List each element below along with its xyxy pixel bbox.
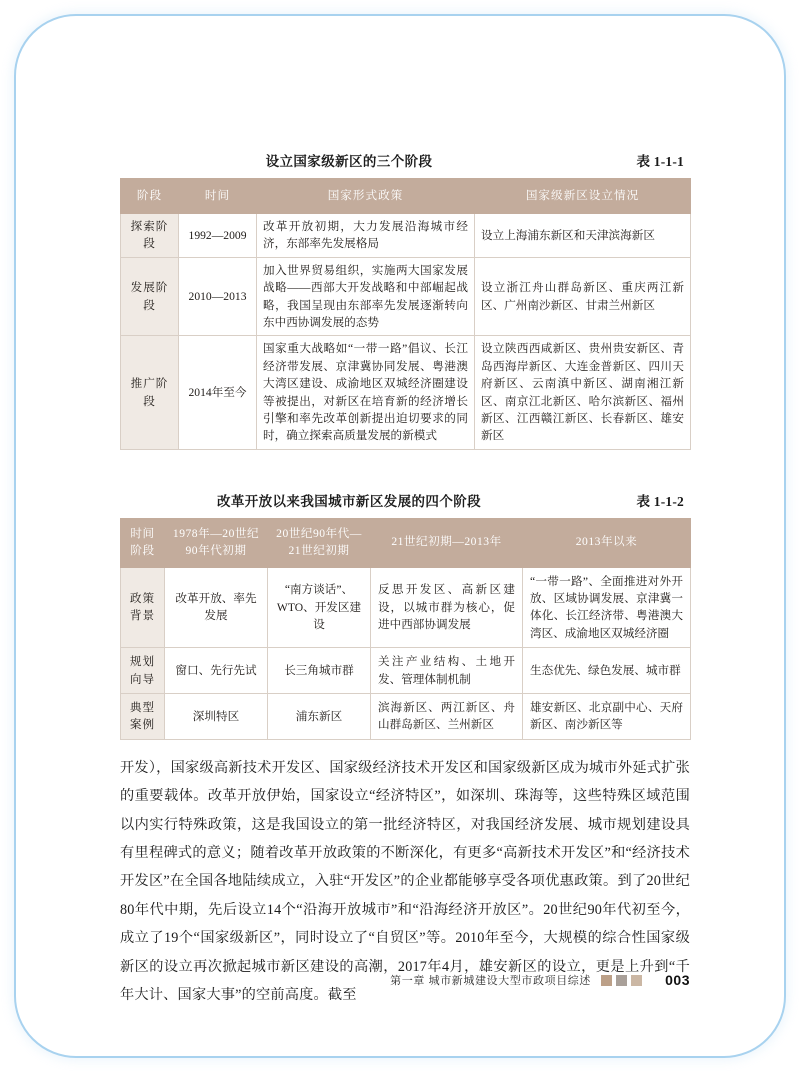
- table2-cell: 生态优先、绿色发展、城市群: [523, 648, 691, 694]
- table1-cell-time: 2014年至今: [179, 336, 257, 449]
- table-row: [121, 214, 691, 258]
- table1-cell-stage: 发展阶段: [121, 257, 179, 336]
- table2-header-period3: 21世纪初期—2013年: [371, 518, 523, 567]
- table1-caption: [120, 150, 690, 174]
- table2-cell: 浦东新区: [268, 694, 371, 740]
- table2-cell: 关注产业结构、土地开发、管理体制机制: [371, 648, 523, 694]
- table-row: [121, 336, 691, 449]
- table2-cell: “南方谈话”、WTO、开发区建设: [268, 567, 371, 648]
- table-row: [121, 567, 691, 648]
- table1-header-policy: 国家形式政策: [257, 179, 475, 214]
- table1-cell-stage: 探索阶段: [121, 214, 179, 258]
- table1-header-row: [121, 179, 691, 214]
- body-paragraph: 开发），国家级高新技术开发区、国家级经济技术开发区和国家级新区成为城市外延式扩张的重要载体。改革开放伊始，国家设立“经济特区”，如深圳、珠海等，这些特殊区域范围以内实行特殊政策，这是我国设立的第一批经济特区，对我国经济发展、城市规划建设具有里程碑式的意义；随着改革开放政策的不断深化，有更多“高新技术开发区”和“经济技术开发区”在全国各地陆续成立，入驻“开发区”的企业都能够享受各项优惠政策。到了20世纪80年代中期，先后设立14个“沿海开放城市”和“沿海经济开放区”。20世纪90年代初至今，成立了19个“国家级新区”，同时设立了“自贸区”等。2010年至今，大规模的综合性国家级新区的设立再次掀起城市新区建设的高潮，2017年4月，雄安新区的设立，更是上升到“千年大计、国家大事”的空前高度。截至: [120, 759, 690, 1004]
- table1-caption-title: 设立国家级新区的三个阶段: [265, 154, 433, 169]
- table2-cell: 滨海新区、两江新区、舟山群岛新区、兰州新区: [371, 694, 523, 740]
- table1-caption-number: 表 1-1-1: [636, 154, 684, 169]
- table2-cell: “一带一路”、全面推进对外开放、区域协调发展、京津冀一体化、长江经济带、粤港澳大湾区、成渝地区双城经济圈: [523, 567, 691, 648]
- table-gap-spacer: [120, 450, 690, 490]
- table-row: [121, 257, 691, 336]
- table-row: [121, 648, 691, 694]
- table1-cell-policy: 加入世界贸易组织，实施两大国家发展战略——西部大开发战略和中部崛起战略，我国呈现由东部率先发展逐渐转向东中西协调发展的态势: [257, 257, 475, 336]
- page-footer: [120, 968, 690, 992]
- table2-cell: 深圳特区: [165, 694, 268, 740]
- page-content: [120, 150, 690, 1010]
- table2-row-label: 政策背景: [121, 567, 165, 648]
- table1-cell-time: 1992—2009: [179, 214, 257, 258]
- table1-cell-policy: 国家重大战略如“一带一路”倡议、长江经济带发展、京津冀协同发展、粤港澳大湾区建设、成渝地区双城经济圈建设等被提出，对新区在培育新的经济增长引擎和率先改革创新提出迫切要求的同时，确立探索高质量发展的新模式: [257, 336, 475, 449]
- table2-header-period4: 2013年以来: [523, 518, 691, 567]
- table2-header-period2: 20世纪90年代—21世纪初期: [268, 518, 371, 567]
- table2-row-label: 规划向导: [121, 648, 165, 694]
- table1-cell-policy: 改革开放初期，大力发展沿海城市经济，东部率先发展格局: [257, 214, 475, 258]
- table2-cell: 改革开放、率先发展: [165, 567, 268, 648]
- table2-cell: 长三角城市群: [268, 648, 371, 694]
- footer-chapter-text: 第一章 城市新城建设大型市政项目综述: [390, 975, 591, 987]
- table2-cell: 反思开发区、高新区建设，以城市群为核心，促进中西部协调发展: [371, 567, 523, 648]
- page-number: 003: [665, 972, 690, 988]
- table1-cell-districts: 设立浙江舟山群岛新区、重庆两江新区、广州南沙新区、甘肃兰州新区: [475, 257, 691, 336]
- table1-cell-districts: 设立上海浦东新区和天津滨海新区: [475, 214, 691, 258]
- table1-header-time: 时间: [179, 179, 257, 214]
- table-national-new-areas-stages: [120, 178, 691, 450]
- table2-row-label: 典型案例: [121, 694, 165, 740]
- table1-cell-time: 2010—2013: [179, 257, 257, 336]
- table2-header-row: [121, 518, 691, 567]
- table1-cell-districts: 设立陕西西咸新区、贵州贵安新区、青岛西海岸新区、大连金普新区、四川天府新区、云南滇中新区、湖南湘江新区、南京江北新区、哈尔滨新区、福州新区、江西赣江新区、长春新区、雄安新区: [475, 336, 691, 449]
- table1-header-stage: 阶段: [121, 179, 179, 214]
- table-row: [121, 694, 691, 740]
- table2-header-period1: 1978年—20世纪90年代初期: [165, 518, 268, 567]
- table1-cell-stage: 推广阶段: [121, 336, 179, 449]
- table-city-new-area-four-stages: [120, 518, 691, 740]
- table2-caption-number: 表 1-1-2: [636, 493, 684, 509]
- table2-header-timestage: 时间阶段: [121, 518, 165, 567]
- decorative-squares-icon: [601, 975, 642, 986]
- table2-cell: 窗口、先行先试: [165, 648, 268, 694]
- table2-caption-title: 改革开放以来我国城市新区发展的四个阶段: [216, 493, 482, 509]
- table1-header-districts: 国家级新区设立情况: [475, 179, 691, 214]
- table2-caption: [120, 490, 690, 514]
- table2-cell: 雄安新区、北京副中心、天府新区、南沙新区等: [523, 694, 691, 740]
